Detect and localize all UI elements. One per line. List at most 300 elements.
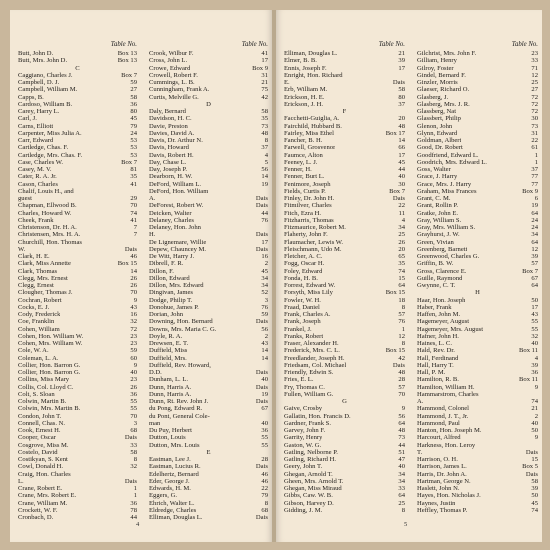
table-number: 25 bbox=[398, 499, 405, 507]
entry-name: W. bbox=[18, 245, 26, 253]
table-number: 60 bbox=[130, 354, 137, 362]
entry-name: Fenner, H. bbox=[284, 166, 312, 173]
table-number: 22 bbox=[261, 485, 268, 492]
table-number: 59 bbox=[261, 311, 268, 318]
column-1 bbox=[10, 40, 141, 521]
table-number: 14 bbox=[261, 173, 268, 181]
entry-row bbox=[149, 442, 268, 449]
entry-row bbox=[284, 115, 405, 122]
table-number: Dais bbox=[124, 477, 137, 485]
table-number: 70 bbox=[130, 202, 137, 210]
entry-row bbox=[149, 166, 268, 173]
entry-row bbox=[284, 478, 405, 485]
table-number: 52 bbox=[261, 289, 268, 297]
entry-name: Casey, M. V. bbox=[18, 166, 52, 173]
entry-name: Delaney, Charles bbox=[149, 216, 194, 224]
table-number: Box 17 bbox=[385, 129, 405, 137]
entry-name: Frank, Joseph bbox=[284, 318, 321, 326]
table-number: 26 bbox=[130, 274, 137, 282]
table-number: 40 bbox=[531, 419, 538, 427]
entry-name: Doyle, R. A. bbox=[149, 332, 183, 340]
entry-name: Fields, Curtis P. bbox=[284, 187, 326, 195]
entry-row bbox=[149, 340, 268, 347]
table-number: 32 bbox=[531, 332, 538, 340]
table-number: 23 bbox=[130, 376, 137, 384]
entry-name: Butt, Mrs. John D. bbox=[18, 57, 68, 65]
entry-row bbox=[18, 224, 137, 231]
entry-row bbox=[284, 463, 405, 470]
entry-name: H. bbox=[149, 231, 156, 239]
table-number: 8 bbox=[264, 137, 268, 144]
entry-name: Gilchrist, Mrs. John F. bbox=[417, 50, 477, 57]
entry-row bbox=[18, 210, 137, 217]
table-number: Box 9 bbox=[522, 187, 538, 195]
entry-row bbox=[18, 456, 137, 463]
entry-name: Dutton, Mrs. Louis bbox=[149, 441, 200, 449]
entry-name: Gratke, John E. bbox=[417, 209, 459, 217]
table-number: 8 bbox=[401, 340, 405, 347]
entry-row bbox=[417, 173, 538, 180]
entry-row bbox=[18, 188, 137, 195]
entry-row bbox=[284, 253, 405, 260]
entry-row bbox=[18, 398, 137, 405]
entry-name: Duffield, Rev. Howard, bbox=[149, 361, 211, 369]
table-number: 73 bbox=[261, 122, 268, 130]
entry-name: Hafner, John H. bbox=[417, 332, 459, 340]
letter-heading: G bbox=[342, 398, 347, 405]
entry-row bbox=[417, 398, 538, 405]
entry-row bbox=[149, 391, 268, 398]
entry-row bbox=[18, 268, 137, 275]
entry-name: guest bbox=[18, 195, 32, 202]
table-number: 44 bbox=[398, 166, 405, 173]
column-header: Table No. bbox=[110, 41, 137, 48]
entry-name: Hayes, Hon. Nicholas J. bbox=[417, 492, 481, 500]
table-number: 44 bbox=[130, 514, 137, 521]
entry-name: Donohue, James P. bbox=[149, 303, 199, 311]
entry-name: Cheek, Frank bbox=[18, 216, 54, 224]
entry-name: Gilroy, Foster bbox=[417, 64, 454, 72]
table-number: 7 bbox=[133, 224, 137, 231]
entry-name: Churchill, Hon. Thomas bbox=[18, 238, 82, 246]
entry-row bbox=[18, 94, 137, 101]
table-number: 35 bbox=[261, 115, 268, 123]
entry-name: Dodge, Philip T. bbox=[149, 296, 193, 304]
entry-row bbox=[417, 144, 538, 151]
entry-row bbox=[18, 173, 137, 180]
table-number: Box 13 bbox=[117, 57, 137, 65]
entry-row bbox=[149, 108, 268, 115]
table-number: 48 bbox=[261, 129, 268, 137]
page-number: 4 bbox=[136, 521, 140, 528]
entry-name: Curtis, Melville G. bbox=[149, 93, 199, 101]
table-number: 4 bbox=[401, 216, 405, 224]
table-number: 37 bbox=[261, 144, 268, 152]
table-number: 48 bbox=[398, 369, 405, 376]
entry-name: T. bbox=[417, 448, 423, 456]
entry-name: Harcourt, Alfred bbox=[417, 434, 461, 442]
table-number: 81 bbox=[130, 166, 137, 173]
entry-row bbox=[284, 159, 405, 166]
entry-row bbox=[149, 173, 268, 180]
table-number: 74 bbox=[531, 398, 538, 405]
entry-name: Dingivan, James bbox=[149, 289, 193, 297]
entry-row bbox=[284, 173, 405, 180]
entry-row bbox=[149, 224, 268, 231]
table-number: 70 bbox=[130, 412, 137, 420]
entry-name: Glasberg, Mrs. J. R. bbox=[417, 100, 470, 108]
entry-row bbox=[284, 384, 405, 391]
table-number: 23 bbox=[130, 332, 137, 340]
table-number: 72 bbox=[531, 108, 538, 115]
entry-row bbox=[417, 405, 538, 412]
entry-name: Dillon, F. bbox=[149, 267, 174, 275]
entry-row bbox=[284, 57, 405, 64]
entry-row bbox=[18, 507, 137, 514]
entry-row bbox=[417, 478, 538, 485]
entry-name: Daly, Bernard bbox=[149, 108, 186, 115]
entry-name: Elmer, B. B. bbox=[284, 57, 317, 65]
entry-name: Hammarstrom, Charles bbox=[417, 390, 479, 398]
table-number: Dais bbox=[124, 434, 137, 442]
entry-row bbox=[149, 384, 268, 391]
table-number: 46 bbox=[261, 470, 268, 478]
entry-name: Glassbert, Philip bbox=[417, 115, 461, 123]
entry-row bbox=[417, 355, 538, 362]
entry-row bbox=[149, 231, 268, 238]
entry-name: Fries, E. L. bbox=[284, 376, 314, 384]
entry-name: Downs, Mrs. Maria C. G. bbox=[149, 325, 217, 333]
table-number: 73 bbox=[531, 122, 538, 130]
entry-name: Hartman, George N. bbox=[417, 477, 471, 485]
entry-row bbox=[149, 333, 268, 340]
entry-row bbox=[149, 492, 268, 499]
entry-name: Davidson, H. C. bbox=[149, 115, 192, 123]
table-number: 5 bbox=[264, 158, 268, 166]
entry-name: Fry, Thomas C. bbox=[284, 383, 325, 391]
entry-name: Haffen, John M. bbox=[417, 311, 461, 318]
entry-row bbox=[18, 318, 137, 325]
entry-name: Fitch, Ezra H. bbox=[284, 209, 321, 217]
section-letter bbox=[18, 65, 137, 72]
table-number bbox=[134, 239, 137, 246]
entry-name: Franks, Robert bbox=[284, 332, 324, 340]
table-number: 36 bbox=[130, 499, 137, 507]
entry-name: Farwell, Grosvenor bbox=[284, 144, 336, 152]
entry-name: Carpenter, Miss Julia A. bbox=[18, 129, 82, 137]
table-number: 27 bbox=[531, 86, 538, 94]
entry-row bbox=[417, 65, 538, 72]
table-number: 57 bbox=[531, 260, 538, 268]
table-number: Dais bbox=[255, 318, 268, 326]
table-number: 17 bbox=[261, 238, 268, 246]
entry-name: Capps, B. bbox=[18, 93, 44, 101]
entry-name: Charles, Howard W. bbox=[18, 209, 72, 217]
table-number: 70 bbox=[398, 390, 405, 398]
entry-row bbox=[149, 369, 268, 376]
entry-name: Hamilton, William H. bbox=[417, 383, 475, 391]
entry-row bbox=[18, 79, 137, 86]
table-number: 1 bbox=[534, 151, 538, 159]
entry-row bbox=[284, 137, 405, 144]
entry-name: Fraad, Daniel bbox=[284, 303, 320, 311]
entry-name: Goodfriend, Edward L. bbox=[417, 151, 479, 159]
entry-name: Good, Dr. Robert bbox=[417, 144, 463, 152]
entry-row bbox=[284, 500, 405, 507]
table-number: 26 bbox=[398, 238, 405, 246]
entry-name: Glynn, Edward bbox=[417, 129, 458, 137]
table-number: 1 bbox=[401, 325, 405, 333]
entry-name: Guille, Raymond bbox=[417, 274, 463, 282]
entry-row bbox=[417, 311, 538, 318]
table-number: Dais bbox=[255, 202, 268, 210]
entry-name: Elliman, Douglas L. bbox=[149, 514, 203, 521]
entry-row bbox=[284, 260, 405, 267]
entry-name: Fitzharris, Thomas bbox=[284, 216, 334, 224]
table-number: 37 bbox=[531, 166, 538, 173]
table-number: Dais bbox=[255, 231, 268, 239]
entry-name: Harrison, James L. bbox=[417, 463, 467, 471]
entry-row bbox=[18, 376, 137, 383]
entry-row bbox=[417, 268, 538, 275]
entry-row bbox=[18, 108, 137, 115]
table-number: 40 bbox=[398, 463, 405, 471]
table-number: 53 bbox=[130, 137, 137, 144]
column-header: Table No. bbox=[378, 41, 405, 48]
entry-row bbox=[284, 340, 405, 347]
entry-name: Gray, Mrs. William S. bbox=[417, 224, 476, 231]
entry-name: Erb, William M. bbox=[284, 86, 328, 94]
entry-row bbox=[417, 188, 538, 195]
table-number: 73 bbox=[398, 434, 405, 442]
entry-row bbox=[149, 57, 268, 64]
table-number: 77 bbox=[531, 180, 538, 188]
table-number: 74 bbox=[130, 209, 137, 217]
table-number: 36 bbox=[261, 427, 268, 434]
section-letter bbox=[149, 449, 268, 456]
table-number: 55 bbox=[130, 405, 137, 413]
entry-name: Fletcher, A. C. bbox=[284, 253, 323, 260]
table-number: 2 bbox=[264, 260, 268, 268]
entry-name: Cater, R. A. Jr. bbox=[18, 173, 57, 181]
entry-name: Davie, Preston bbox=[149, 122, 188, 130]
entry-name: Hammond, Paul bbox=[417, 419, 460, 427]
entry-row bbox=[18, 478, 137, 485]
entry-name: Cohen, William bbox=[18, 325, 60, 333]
entry-name: Christensen, Mrs. H. A. bbox=[18, 231, 81, 239]
entry-name: Harkness, Hon. Leroy bbox=[417, 441, 476, 449]
table-number: 9 bbox=[534, 383, 538, 391]
table-number: Box 7 bbox=[389, 187, 405, 195]
entry-row bbox=[284, 391, 405, 398]
entry-name: Frankel, J. bbox=[284, 325, 312, 333]
entry-row bbox=[18, 492, 137, 499]
entry-row bbox=[18, 449, 137, 456]
table-number: 12 bbox=[531, 245, 538, 253]
entry-name: Colwin, Mrs. Martin B. bbox=[18, 405, 81, 413]
table-number: 44 bbox=[261, 209, 268, 217]
entry-name: Cohen, Mrs. William W. bbox=[18, 340, 83, 347]
table-number bbox=[265, 362, 268, 369]
entry-row bbox=[149, 485, 268, 492]
entry-name: Harrison, O. H. bbox=[417, 456, 458, 463]
table-number: Box 15 bbox=[385, 289, 405, 297]
table-number: 9 bbox=[534, 434, 538, 442]
entry-name: E. bbox=[284, 79, 290, 86]
entry-name: Garrity, Henry bbox=[284, 434, 323, 442]
entry-row bbox=[149, 456, 268, 463]
entry-name: Goodrich, Mrs. Edward L. bbox=[417, 158, 487, 166]
section-letter bbox=[417, 289, 538, 296]
entry-name: Coleman, L. A. bbox=[18, 354, 59, 362]
entry-row bbox=[284, 166, 405, 173]
entry-name: Day, Chase L. bbox=[149, 158, 187, 166]
entry-row bbox=[284, 492, 405, 499]
entry-row bbox=[18, 326, 137, 333]
entry-row bbox=[417, 333, 538, 340]
entry-row bbox=[149, 376, 268, 383]
entry-name: Ennis, Joseph F. bbox=[284, 64, 327, 72]
entry-name: Coe, Franklin bbox=[18, 318, 55, 326]
entry-row bbox=[18, 144, 137, 151]
entry-row bbox=[18, 311, 137, 318]
table-number: 24 bbox=[130, 129, 137, 137]
table-number: 50 bbox=[531, 296, 538, 304]
entry-name: Haynes, Justin bbox=[417, 499, 456, 507]
entry-name: Cardoso, William B. bbox=[18, 100, 73, 108]
table-number: 18 bbox=[398, 296, 405, 304]
entry-row bbox=[284, 86, 405, 93]
entry-row bbox=[417, 369, 538, 376]
entry-row bbox=[417, 463, 538, 470]
entry-name: Cowl, Donald H. bbox=[18, 463, 64, 471]
table-number: 29 bbox=[130, 195, 137, 202]
entry-row bbox=[284, 130, 405, 137]
entry-name: Cartledge, Mrs. Chas. F. bbox=[18, 151, 83, 159]
entry-row bbox=[149, 246, 268, 253]
entry-name: L. bbox=[18, 477, 24, 485]
entry-row bbox=[18, 362, 137, 369]
table-number: 56 bbox=[261, 166, 268, 173]
entry-row bbox=[149, 398, 268, 405]
entry-name: Haber, Frank bbox=[417, 303, 452, 311]
table-number: 58 bbox=[531, 477, 538, 485]
table-number: 1 bbox=[534, 158, 538, 166]
entry-name: Grant, Rollin P. bbox=[417, 202, 459, 210]
entry-name: Cole, W. A. bbox=[18, 347, 49, 355]
table-number: 1 bbox=[133, 492, 137, 500]
entry-row bbox=[149, 355, 268, 362]
entry-name: Dunn, Harris A. bbox=[149, 383, 192, 391]
table-number: 1 bbox=[133, 485, 137, 492]
table-number: 21 bbox=[398, 50, 405, 57]
right-page bbox=[276, 10, 542, 542]
table-number: 64 bbox=[531, 209, 538, 217]
entry-row bbox=[149, 159, 268, 166]
entry-row bbox=[284, 94, 405, 101]
entry-row bbox=[417, 442, 538, 449]
entry-row bbox=[417, 275, 538, 282]
entry-row bbox=[149, 347, 268, 354]
entry-name: Crane, Mrs. Robert E. bbox=[18, 492, 77, 500]
entry-name: Davis, Dr. Arthur N. bbox=[149, 137, 203, 144]
entry-name: De Witt, Harry J. bbox=[149, 253, 195, 260]
entry-row bbox=[18, 166, 137, 173]
entry-name: Griffin, B. W. bbox=[417, 260, 454, 268]
table-number: 28 bbox=[261, 456, 268, 463]
entry-row bbox=[149, 268, 268, 275]
entry-name: Fraser, Alexander H. bbox=[284, 340, 339, 347]
entry-row bbox=[149, 326, 268, 333]
entry-name: Fenner, Burt L. bbox=[284, 173, 325, 181]
entry-row bbox=[18, 369, 137, 376]
entry-name: Grant, C. M. bbox=[417, 195, 451, 202]
entry-row bbox=[417, 50, 538, 57]
table-number: 47 bbox=[398, 456, 405, 463]
entry-row bbox=[149, 478, 268, 485]
entry-name: Gatling, Richard H. bbox=[284, 456, 337, 463]
entry-row bbox=[284, 471, 405, 478]
entry-row bbox=[284, 304, 405, 311]
table-number: 11 bbox=[398, 209, 405, 217]
entry-row bbox=[149, 434, 268, 441]
table-number bbox=[265, 188, 268, 195]
entry-row bbox=[149, 297, 268, 304]
entry-row bbox=[149, 123, 268, 130]
entry-row bbox=[417, 123, 538, 130]
entry-name: Elliman, Douglas L. bbox=[284, 50, 338, 57]
entry-name: Duffield, Miss bbox=[149, 347, 188, 355]
entry-row bbox=[417, 492, 538, 499]
table-number: 74 bbox=[531, 506, 538, 514]
table-number: Dais bbox=[255, 383, 268, 391]
entry-row bbox=[284, 333, 405, 340]
entry-row bbox=[284, 224, 405, 231]
entry-row bbox=[417, 347, 538, 354]
entry-row bbox=[149, 514, 268, 521]
entry-name: Flaumacher, Lewis W. bbox=[284, 238, 344, 246]
table-number: 27 bbox=[130, 86, 137, 94]
entry-row bbox=[417, 362, 538, 369]
entry-row bbox=[284, 355, 405, 362]
entry-name: Colwin, Martin B. bbox=[18, 398, 67, 405]
column-4 bbox=[409, 40, 542, 514]
entry-row bbox=[18, 115, 137, 122]
entry-name: Enright, Hon. Richard bbox=[284, 71, 343, 79]
entry-name: Fogg, Oscar H. bbox=[284, 260, 325, 268]
entry-name: DeForest, Robert W. bbox=[149, 202, 204, 210]
entry-name: Cunningham, Frank A. bbox=[149, 86, 210, 94]
table-number: 17 bbox=[531, 303, 538, 311]
table-number: 25 bbox=[531, 79, 538, 86]
entry-name: Grace, Mrs. J. Harry bbox=[417, 180, 472, 188]
table-number: 76 bbox=[261, 303, 268, 311]
table-number: 34 bbox=[398, 477, 405, 485]
table-number: 41 bbox=[261, 50, 268, 57]
column-header: Table No. bbox=[511, 41, 538, 48]
table-number: 72 bbox=[130, 325, 137, 333]
entry-row bbox=[18, 391, 137, 398]
entry-row bbox=[417, 340, 538, 347]
entry-row bbox=[149, 463, 268, 470]
table-number: 70 bbox=[130, 289, 137, 297]
entry-row bbox=[284, 326, 405, 333]
entry-row bbox=[18, 413, 137, 420]
table-number: 8 bbox=[133, 456, 137, 463]
entry-name: Freedlander, Joseph H. bbox=[284, 354, 345, 362]
entry-row bbox=[149, 253, 268, 260]
entry-name: Friedsam, Col. Michael bbox=[284, 361, 347, 369]
